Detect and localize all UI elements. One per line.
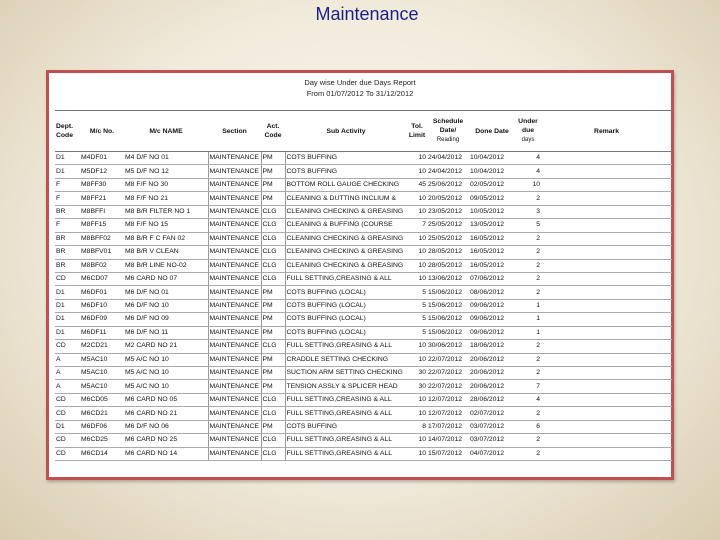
cell-sub-activity: CLEANING & BUFFING (COURSE bbox=[285, 219, 407, 232]
cell-act-code: PM bbox=[261, 152, 285, 165]
table-row bbox=[55, 380, 672, 393]
cell-dept-code: CD bbox=[55, 340, 80, 353]
cell-schedule-date: 25/05/2012 bbox=[427, 232, 469, 245]
cell-sub-activity: FULL SETTING,GREASING & ALL bbox=[285, 447, 407, 460]
cell-under-due-days: 2 bbox=[515, 447, 541, 460]
cell-remark bbox=[541, 434, 672, 447]
cell-section: MAINTENANCE bbox=[208, 393, 261, 406]
cell-act-code: CLG bbox=[261, 434, 285, 447]
cell-act-code: CLG bbox=[261, 393, 285, 406]
cell-tol-limit: 10 bbox=[407, 259, 427, 272]
cell-mc-name: M8 B/R F C FAN 02 bbox=[124, 232, 208, 245]
cell-mc-name: M6 CARD NO 05 bbox=[124, 393, 208, 406]
cell-mc-name: M6 D/F NO 01 bbox=[124, 286, 208, 299]
cell-remark bbox=[541, 299, 672, 312]
cell-dept-code: D1 bbox=[55, 299, 80, 312]
cell-act-code: CLG bbox=[261, 447, 285, 460]
cell-under-due-days: 7 bbox=[515, 380, 541, 393]
cell-dept-code: BR bbox=[55, 232, 80, 245]
cell-under-due-days: 2 bbox=[515, 232, 541, 245]
table-row bbox=[55, 313, 672, 326]
cell-act-code: PM bbox=[261, 367, 285, 380]
table-row bbox=[55, 299, 672, 312]
cell-schedule-date: 12/07/2012 bbox=[427, 393, 469, 406]
cell-tol-limit: 10 bbox=[407, 232, 427, 245]
table-row bbox=[55, 205, 672, 218]
cell-remark bbox=[541, 367, 672, 380]
report-table bbox=[55, 110, 672, 461]
col-under-due-days: Under due days bbox=[515, 111, 541, 152]
cell-sub-activity: FULL SETTING,GREASING & ALL bbox=[285, 434, 407, 447]
cell-schedule-date: 30/06/2012 bbox=[427, 340, 469, 353]
cell-act-code: PM bbox=[261, 286, 285, 299]
cell-mc-name: M2 CARD NO 21 bbox=[124, 340, 208, 353]
col-tol-limit: Tol. Limit bbox=[407, 111, 427, 152]
report-subtitle: From 01/07/2012 To 31/12/2012 bbox=[306, 89, 414, 98]
table-row bbox=[55, 165, 672, 178]
cell-mc-name: M5 A/C NO 10 bbox=[124, 367, 208, 380]
table-row bbox=[55, 420, 672, 433]
cell-mc-no: M5AC10 bbox=[80, 367, 124, 380]
cell-remark bbox=[541, 246, 672, 259]
cell-done-date: 20/06/2012 bbox=[469, 367, 515, 380]
cell-section: MAINTENANCE bbox=[208, 326, 261, 339]
cell-mc-no: M5AC10 bbox=[80, 380, 124, 393]
table-header bbox=[55, 111, 672, 152]
cell-mc-no: M6CD21 bbox=[80, 407, 124, 420]
cell-mc-no: M6DF01 bbox=[80, 286, 124, 299]
cell-remark bbox=[541, 205, 672, 218]
cell-mc-no: M8BFV01 bbox=[80, 246, 124, 259]
cell-schedule-date: 23/05/2012 bbox=[427, 205, 469, 218]
cell-mc-name: M6 D/F NO 09 bbox=[124, 313, 208, 326]
cell-remark bbox=[541, 407, 672, 420]
cell-remark bbox=[541, 219, 672, 232]
table-row bbox=[55, 178, 672, 191]
cell-schedule-date: 14/07/2012 bbox=[427, 434, 469, 447]
cell-sub-activity: COTS BUFFING bbox=[285, 420, 407, 433]
cell-remark bbox=[541, 259, 672, 272]
cell-schedule-date: 15/06/2012 bbox=[427, 286, 469, 299]
cell-act-code: CLG bbox=[261, 272, 285, 285]
cell-sub-activity: CLEANING & DUTTING INCLIUM & bbox=[285, 192, 407, 205]
cell-under-due-days: 2 bbox=[515, 367, 541, 380]
cell-sub-activity: COTS BUFFING (LOCAL) bbox=[285, 299, 407, 312]
cell-done-date: 09/06/2012 bbox=[469, 299, 515, 312]
cell-done-date: 03/07/2012 bbox=[469, 434, 515, 447]
cell-section: MAINTENANCE bbox=[208, 152, 261, 165]
cell-tol-limit: 5 bbox=[407, 299, 427, 312]
cell-tol-limit: 10 bbox=[407, 152, 427, 165]
table-row bbox=[55, 152, 672, 165]
cell-act-code: PM bbox=[261, 353, 285, 366]
cell-sub-activity: CLEANING CHECKING & GREASING bbox=[285, 232, 407, 245]
cell-sub-activity: BOTTOM ROLL GAUGE CHECKING bbox=[285, 178, 407, 191]
cell-schedule-date: 22/07/2012 bbox=[427, 367, 469, 380]
table-row bbox=[55, 326, 672, 339]
cell-tol-limit: 45 bbox=[407, 178, 427, 191]
cell-schedule-date: 25/05/2012 bbox=[427, 219, 469, 232]
cell-tol-limit: 10 bbox=[407, 407, 427, 420]
cell-remark bbox=[541, 380, 672, 393]
cell-dept-code: D1 bbox=[55, 313, 80, 326]
table-row bbox=[55, 219, 672, 232]
cell-section: MAINTENANCE bbox=[208, 313, 261, 326]
cell-under-due-days: 2 bbox=[515, 407, 541, 420]
cell-remark bbox=[541, 340, 672, 353]
cell-tol-limit: 7 bbox=[407, 219, 427, 232]
cell-remark bbox=[541, 192, 672, 205]
cell-sub-activity: FULL SETTING,GREASING & ALL bbox=[285, 340, 407, 353]
cell-mc-name: M8 F/F NO 15 bbox=[124, 219, 208, 232]
cell-dept-code: CD bbox=[55, 434, 80, 447]
cell-section: MAINTENANCE bbox=[208, 447, 261, 460]
table-row bbox=[55, 192, 672, 205]
cell-under-due-days: 2 bbox=[515, 272, 541, 285]
cell-mc-name: M6 D/F NO 10 bbox=[124, 299, 208, 312]
cell-act-code: CLG bbox=[261, 205, 285, 218]
report-title: Day wise Under due Days Report bbox=[304, 78, 416, 87]
cell-under-due-days: 2 bbox=[515, 192, 541, 205]
cell-under-due-days: 10 bbox=[515, 178, 541, 191]
cell-dept-code: F bbox=[55, 178, 80, 191]
table-row bbox=[55, 447, 672, 460]
cell-remark bbox=[541, 286, 672, 299]
cell-section: MAINTENANCE bbox=[208, 246, 261, 259]
cell-section: MAINTENANCE bbox=[208, 434, 261, 447]
cell-under-due-days: 2 bbox=[515, 340, 541, 353]
cell-done-date: 16/05/2012 bbox=[469, 259, 515, 272]
cell-mc-no: M6DF10 bbox=[80, 299, 124, 312]
cell-schedule-date: 28/05/2012 bbox=[427, 259, 469, 272]
cell-mc-name: M8 F/F NO 21 bbox=[124, 192, 208, 205]
cell-sub-activity: CLEANING CHECKING & GREASING bbox=[285, 246, 407, 259]
cell-mc-no: M6DF09 bbox=[80, 313, 124, 326]
cell-schedule-date: 15/06/2012 bbox=[427, 313, 469, 326]
report-frame bbox=[46, 70, 674, 480]
cell-schedule-date: 15/06/2012 bbox=[427, 326, 469, 339]
cell-dept-code: D1 bbox=[55, 152, 80, 165]
cell-done-date: 10/05/2012 bbox=[469, 205, 515, 218]
cell-under-due-days: 2 bbox=[515, 259, 541, 272]
cell-dept-code: CD bbox=[55, 407, 80, 420]
cell-done-date: 09/06/2012 bbox=[469, 313, 515, 326]
cell-tol-limit: 10 bbox=[407, 272, 427, 285]
cell-remark bbox=[541, 313, 672, 326]
cell-sub-activity: COTS BUFFING (LOCAL) bbox=[285, 326, 407, 339]
cell-act-code: PM bbox=[261, 380, 285, 393]
cell-section: MAINTENANCE bbox=[208, 165, 261, 178]
cell-mc-name: M4 D/F NO 01 bbox=[124, 152, 208, 165]
cell-tol-limit: 10 bbox=[407, 393, 427, 406]
cell-under-due-days: 1 bbox=[515, 326, 541, 339]
cell-sub-activity: SUCTION ARM SETTING CHECKING bbox=[285, 367, 407, 380]
col-sub-activity: Sub Activity bbox=[285, 111, 407, 152]
cell-act-code: CLG bbox=[261, 340, 285, 353]
cell-mc-no: M4DF01 bbox=[80, 152, 124, 165]
cell-done-date: 02/05/2012 bbox=[469, 178, 515, 191]
cell-schedule-date: 17/07/2012 bbox=[427, 420, 469, 433]
cell-dept-code: BR bbox=[55, 259, 80, 272]
cell-mc-name: M5 A/C NO 10 bbox=[124, 380, 208, 393]
cell-act-code: CLG bbox=[261, 246, 285, 259]
cell-mc-no: M8BFFI bbox=[80, 205, 124, 218]
col-done-date: Done Date bbox=[469, 111, 515, 152]
table-row bbox=[55, 393, 672, 406]
cell-mc-name: M6 D/F NO 11 bbox=[124, 326, 208, 339]
cell-act-code: CLG bbox=[261, 232, 285, 245]
cell-schedule-date: 12/07/2012 bbox=[427, 407, 469, 420]
cell-under-due-days: 4 bbox=[515, 393, 541, 406]
cell-under-due-days: 1 bbox=[515, 313, 541, 326]
cell-mc-no: M8FF21 bbox=[80, 192, 124, 205]
cell-act-code: CLG bbox=[261, 219, 285, 232]
cell-section: MAINTENANCE bbox=[208, 178, 261, 191]
cell-under-due-days: 1 bbox=[515, 299, 541, 312]
cell-schedule-date: 13/06/2012 bbox=[427, 272, 469, 285]
col-mc-name: M/c NAME bbox=[124, 111, 208, 152]
cell-schedule-date: 22/07/2012 bbox=[427, 380, 469, 393]
cell-under-due-days: 6 bbox=[515, 420, 541, 433]
cell-dept-code: BR bbox=[55, 246, 80, 259]
cell-dept-code: D1 bbox=[55, 326, 80, 339]
cell-schedule-date: 15/07/2012 bbox=[427, 447, 469, 460]
cell-schedule-date: 28/05/2012 bbox=[427, 246, 469, 259]
cell-tol-limit: 10 bbox=[407, 353, 427, 366]
cell-mc-no: M6CD07 bbox=[80, 272, 124, 285]
cell-sub-activity: COTS BUFFING (LOCAL) bbox=[285, 313, 407, 326]
cell-section: MAINTENANCE bbox=[208, 420, 261, 433]
cell-mc-no: M8FF30 bbox=[80, 178, 124, 191]
cell-under-due-days: 3 bbox=[515, 205, 541, 218]
cell-mc-name: M6 CARD NO 07 bbox=[124, 272, 208, 285]
cell-section: MAINTENANCE bbox=[208, 340, 261, 353]
cell-remark bbox=[541, 178, 672, 191]
cell-mc-no: M6DF06 bbox=[80, 420, 124, 433]
cell-act-code: PM bbox=[261, 299, 285, 312]
cell-sub-activity: COTS BUFFING bbox=[285, 152, 407, 165]
cell-section: MAINTENANCE bbox=[208, 286, 261, 299]
cell-mc-no: M6CD05 bbox=[80, 393, 124, 406]
cell-done-date: 09/06/2012 bbox=[469, 326, 515, 339]
cell-done-date: 09/05/2012 bbox=[469, 192, 515, 205]
cell-tol-limit: 10 bbox=[407, 447, 427, 460]
cell-act-code: PM bbox=[261, 326, 285, 339]
cell-tol-limit: 5 bbox=[407, 313, 427, 326]
cell-done-date: 18/06/2012 bbox=[469, 340, 515, 353]
cell-mc-name: M8 F/F NO 30 bbox=[124, 178, 208, 191]
cell-sub-activity: FULL SETTING,CREASING & ALL bbox=[285, 393, 407, 406]
cell-done-date: 20/06/2012 bbox=[469, 353, 515, 366]
table-row bbox=[55, 246, 672, 259]
cell-mc-no: M5AC10 bbox=[80, 353, 124, 366]
cell-done-date: 08/06/2012 bbox=[469, 286, 515, 299]
cell-sub-activity: COTS BUFFING bbox=[285, 165, 407, 178]
cell-done-date: 16/05/2012 bbox=[469, 232, 515, 245]
cell-section: MAINTENANCE bbox=[208, 353, 261, 366]
col-remark: Remark bbox=[541, 111, 672, 152]
cell-act-code: PM bbox=[261, 165, 285, 178]
table-row bbox=[55, 259, 672, 272]
cell-sub-activity: CLEANING CHECKING & GREASING bbox=[285, 259, 407, 272]
cell-mc-no: M6CD25 bbox=[80, 434, 124, 447]
cell-done-date: 16/05/2012 bbox=[469, 246, 515, 259]
cell-tol-limit: 30 bbox=[407, 380, 427, 393]
cell-mc-name: M5 D/F NO 12 bbox=[124, 165, 208, 178]
cell-remark bbox=[541, 272, 672, 285]
table-body bbox=[55, 152, 672, 461]
cell-done-date: 10/04/2012 bbox=[469, 152, 515, 165]
cell-remark bbox=[541, 420, 672, 433]
cell-under-due-days: 4 bbox=[515, 165, 541, 178]
table-row bbox=[55, 272, 672, 285]
cell-done-date: 03/07/2012 bbox=[469, 420, 515, 433]
cell-dept-code: CD bbox=[55, 272, 80, 285]
cell-sub-activity: TENSION ASSLY & SPLICER HEAD bbox=[285, 380, 407, 393]
cell-act-code: PM bbox=[261, 192, 285, 205]
cell-act-code: PM bbox=[261, 420, 285, 433]
col-section: Section bbox=[208, 111, 261, 152]
cell-dept-code: BR bbox=[55, 205, 80, 218]
cell-dept-code: D1 bbox=[55, 420, 80, 433]
cell-dept-code: CD bbox=[55, 447, 80, 460]
cell-schedule-date: 25/06/2012 bbox=[427, 178, 469, 191]
cell-mc-no: M5DF12 bbox=[80, 165, 124, 178]
cell-mc-no: M8FF15 bbox=[80, 219, 124, 232]
cell-schedule-date: 15/06/2012 bbox=[427, 299, 469, 312]
cell-done-date: 10/04/2012 bbox=[469, 165, 515, 178]
cell-under-due-days: 5 bbox=[515, 219, 541, 232]
cell-done-date: 02/07/2012 bbox=[469, 407, 515, 420]
cell-under-due-days: 2 bbox=[515, 434, 541, 447]
cell-under-due-days: 2 bbox=[515, 246, 541, 259]
cell-section: MAINTENANCE bbox=[208, 367, 261, 380]
cell-tol-limit: 8 bbox=[407, 420, 427, 433]
table-row bbox=[55, 286, 672, 299]
cell-section: MAINTENANCE bbox=[208, 259, 261, 272]
cell-section: MAINTENANCE bbox=[208, 192, 261, 205]
cell-mc-name: M6 CARD NO 21 bbox=[124, 407, 208, 420]
cell-mc-name: M5 A/C NO 10 bbox=[124, 353, 208, 366]
table-row bbox=[55, 353, 672, 366]
cell-tol-limit: 30 bbox=[407, 367, 427, 380]
cell-mc-no: M8BF02 bbox=[80, 259, 124, 272]
cell-remark bbox=[541, 232, 672, 245]
cell-dept-code: A bbox=[55, 367, 80, 380]
cell-tol-limit: 10 bbox=[407, 340, 427, 353]
cell-tol-limit: 10 bbox=[407, 434, 427, 447]
cell-dept-code: A bbox=[55, 353, 80, 366]
cell-mc-no: M6CD14 bbox=[80, 447, 124, 460]
cell-sub-activity: COTS BUFFING (LOCAL) bbox=[285, 286, 407, 299]
cell-dept-code: A bbox=[55, 380, 80, 393]
table-row bbox=[55, 434, 672, 447]
cell-mc-name: M8 B/R LINE NO-02 bbox=[124, 259, 208, 272]
cell-dept-code: F bbox=[55, 219, 80, 232]
cell-remark bbox=[541, 165, 672, 178]
col-dept-code: Dept. Code bbox=[55, 111, 80, 152]
cell-sub-activity: FULL SETTING,CREASING & ALL bbox=[285, 272, 407, 285]
cell-act-code: PM bbox=[261, 178, 285, 191]
cell-remark bbox=[541, 152, 672, 165]
cell-mc-name: M6 CARD NO 14 bbox=[124, 447, 208, 460]
cell-tol-limit: 10 bbox=[407, 205, 427, 218]
cell-schedule-date: 22/07/2012 bbox=[427, 353, 469, 366]
table-row bbox=[55, 407, 672, 420]
table-row bbox=[55, 340, 672, 353]
cell-under-due-days: 4 bbox=[515, 152, 541, 165]
cell-act-code: CLG bbox=[261, 407, 285, 420]
cell-act-code: CLG bbox=[261, 259, 285, 272]
slide-title: Maintenance bbox=[315, 4, 419, 24]
cell-dept-code: D1 bbox=[55, 286, 80, 299]
cell-mc-name: M8 B/R FILTER NO 1 bbox=[124, 205, 208, 218]
cell-dept-code: D1 bbox=[55, 165, 80, 178]
cell-remark bbox=[541, 393, 672, 406]
cell-dept-code: F bbox=[55, 192, 80, 205]
cell-done-date: 13/05/2012 bbox=[469, 219, 515, 232]
cell-schedule-date: 20/05/2012 bbox=[427, 192, 469, 205]
cell-dept-code: CD bbox=[55, 393, 80, 406]
col-mc-no: M/c No. bbox=[80, 111, 124, 152]
cell-done-date: 20/06/2012 bbox=[469, 380, 515, 393]
cell-section: MAINTENANCE bbox=[208, 219, 261, 232]
cell-under-due-days: 2 bbox=[515, 353, 541, 366]
table-row bbox=[55, 367, 672, 380]
cell-mc-no: M6DF11 bbox=[80, 326, 124, 339]
cell-tol-limit: 5 bbox=[407, 326, 427, 339]
cell-tol-limit: 10 bbox=[407, 246, 427, 259]
cell-remark bbox=[541, 326, 672, 339]
cell-mc-no: M2CD21 bbox=[80, 340, 124, 353]
cell-mc-name: M8 B/R V CLEAN bbox=[124, 246, 208, 259]
cell-mc-name: M6 D/F NO 06 bbox=[124, 420, 208, 433]
cell-section: MAINTENANCE bbox=[208, 380, 261, 393]
cell-done-date: 28/06/2012 bbox=[469, 393, 515, 406]
cell-mc-no: M8BFF02 bbox=[80, 232, 124, 245]
cell-under-due-days: 2 bbox=[515, 286, 541, 299]
cell-sub-activity: CLEANING CHECKING & GREASING bbox=[285, 205, 407, 218]
cell-sub-activity: FULL SETTING,GREASING & ALL bbox=[285, 407, 407, 420]
cell-tol-limit: 10 bbox=[407, 165, 427, 178]
cell-sub-activity: CRADDLE SETTING CHECKING bbox=[285, 353, 407, 366]
cell-done-date: 04/07/2012 bbox=[469, 447, 515, 460]
col-schedule-date: Schedule Date/ Reading bbox=[427, 111, 469, 152]
cell-tol-limit: 5 bbox=[407, 286, 427, 299]
cell-section: MAINTENANCE bbox=[208, 299, 261, 312]
cell-done-date: 07/06/2012 bbox=[469, 272, 515, 285]
cell-tol-limit: 10 bbox=[407, 192, 427, 205]
cell-mc-name: M6 CARD NO 25 bbox=[124, 434, 208, 447]
cell-section: MAINTENANCE bbox=[208, 407, 261, 420]
cell-schedule-date: 24/04/2012 bbox=[427, 165, 469, 178]
cell-schedule-date: 24/04/2012 bbox=[427, 152, 469, 165]
cell-section: MAINTENANCE bbox=[208, 272, 261, 285]
cell-section: MAINTENANCE bbox=[208, 205, 261, 218]
cell-remark bbox=[541, 447, 672, 460]
table-row bbox=[55, 232, 672, 245]
cell-section: MAINTENANCE bbox=[208, 232, 261, 245]
cell-act-code: PM bbox=[261, 313, 285, 326]
col-act-code: Act. Code bbox=[261, 111, 285, 152]
cell-remark bbox=[541, 353, 672, 366]
